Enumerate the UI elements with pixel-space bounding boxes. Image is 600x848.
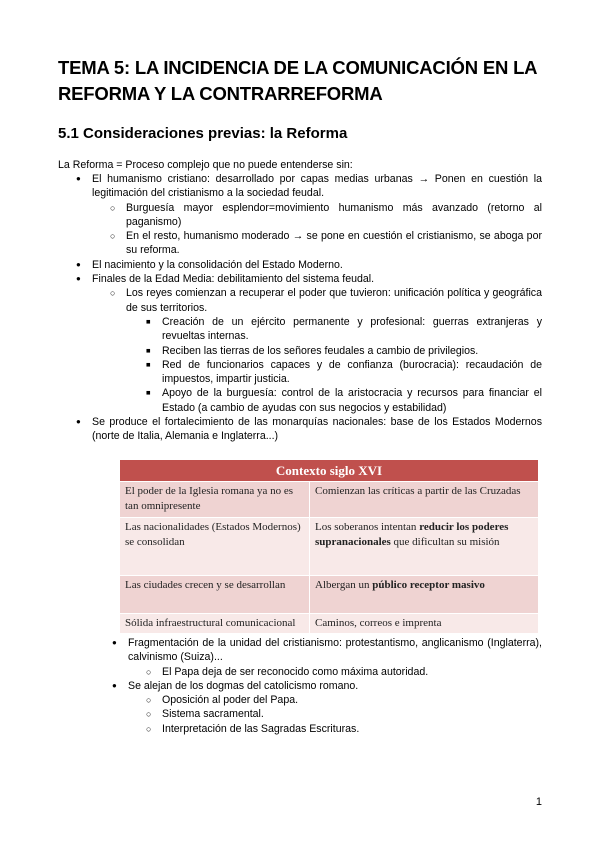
sub-list-item: ○ En el resto, humanismo moderado → se pone en cuestión el cristianismo, se aboga por su reforma. <box>92 229 542 258</box>
list-item <box>58 172 542 258</box>
second-list <box>94 636 542 736</box>
list-item-text: Se produce el fortalecimiento de las monarquías nacionales: base de los Estados Modernos (norte de Italia, Alemania e Inglaterra...) <box>92 416 542 443</box>
table-row <box>120 576 538 614</box>
sub-list-item: ○ Sistema sacramental. <box>128 707 542 721</box>
table-header: Contexto siglo XVI <box>120 460 538 482</box>
intro-text: La Reforma = Proceso complejo que no puede entenderse sin: <box>58 159 353 171</box>
sub-sub-list-item: ■ Red de funcionarios capaces y de confianza (burocracia): recaudación de impuestos, impartir justicia. <box>126 358 542 387</box>
table-cell-left: Sólida infraestructural comunicacional <box>120 614 310 634</box>
list-item-text: El nacimiento y la consolidación del Estado Moderno. <box>92 258 343 271</box>
sub-sub-list-item: ■ Creación de un ejército permanente y profesional: guerras extranjeras y revueltas internas. <box>126 315 542 344</box>
sub-list-item-text: Los reyes comienzan a recuperar el poder que tuvieron: unificación política y geográfica de sus territorios. <box>126 287 542 314</box>
list-item <box>58 415 542 444</box>
table-cell-left: El poder de la Iglesia romana ya no es tan omnipresente <box>120 482 310 518</box>
page-number: 1 <box>535 796 542 808</box>
list-item-text: El humanismo cristiano: desarrollado por capas medias urbanas → Ponen en cuestión la legitimación del cristianismo a la sociedad feudal. <box>92 173 542 200</box>
list-item-text: Se alejan de los dogmas del catolicismo romano. <box>128 679 359 692</box>
list-item <box>58 258 542 272</box>
list-item <box>94 636 542 679</box>
main-list <box>58 172 542 444</box>
list-item-text: Finales de la Edad Media: debilitamiento del sistema feudal. <box>92 273 375 286</box>
document-title: TEMA 5: LA INCIDENCIA DE LA COMUNICACIÓN EN LA REFORMA Y LA CONTRARREFORMA <box>58 57 537 104</box>
sub-list-item: ○ Interpretación de las Sagradas Escrituras. <box>128 722 542 736</box>
table-row <box>120 482 538 518</box>
table-cell-right: Albergan un público receptor masivo <box>310 576 539 614</box>
context-table <box>120 460 538 633</box>
sub-list-item: ○ El Papa deja de ser reconocido como máxima autoridad. <box>128 665 542 679</box>
list-item <box>94 679 542 736</box>
sub-list-item <box>92 286 542 415</box>
table-cell-left: Las ciudades crecen y se desarrollan <box>120 576 310 614</box>
table-cell-left: Las nacionalidades (Estados Modernos) se consolidan <box>120 518 310 576</box>
table-cell-right: Comienzan las críticas a partir de las Cruzadas <box>310 482 539 518</box>
table-cell-right: Los soberanos intentan reducir los poderes supranacionales que dificultan su misión <box>310 518 539 576</box>
sub-sub-list-item: ■ Reciben las tierras de los señores feudales a cambio de privilegios. <box>126 344 542 358</box>
sub-sub-list-item: ■ Apoyo de la burguesía: control de la aristocracia y recursos para financiar el Estado (a cambio de ayudas con sus negocios y estabilidad) <box>126 386 542 415</box>
section-heading: 5.1 Consideraciones previas: la Reforma <box>58 125 348 142</box>
list-item <box>58 272 542 415</box>
sub-list-item: ○ Oposición al poder del Papa. <box>128 693 542 707</box>
table-row <box>120 518 538 576</box>
table-row <box>120 614 538 634</box>
sub-list-item: ○ Burguesía mayor esplendor=movimiento humanismo más avanzado (retorno al paganismo) <box>92 201 542 230</box>
list-item-text: Fragmentación de la unidad del cristianismo: protestantismo, anglicanismo (Inglaterra), calvinismo (Suiza)... <box>128 637 542 664</box>
table-cell-right: Caminos, correos e imprenta <box>310 614 539 634</box>
